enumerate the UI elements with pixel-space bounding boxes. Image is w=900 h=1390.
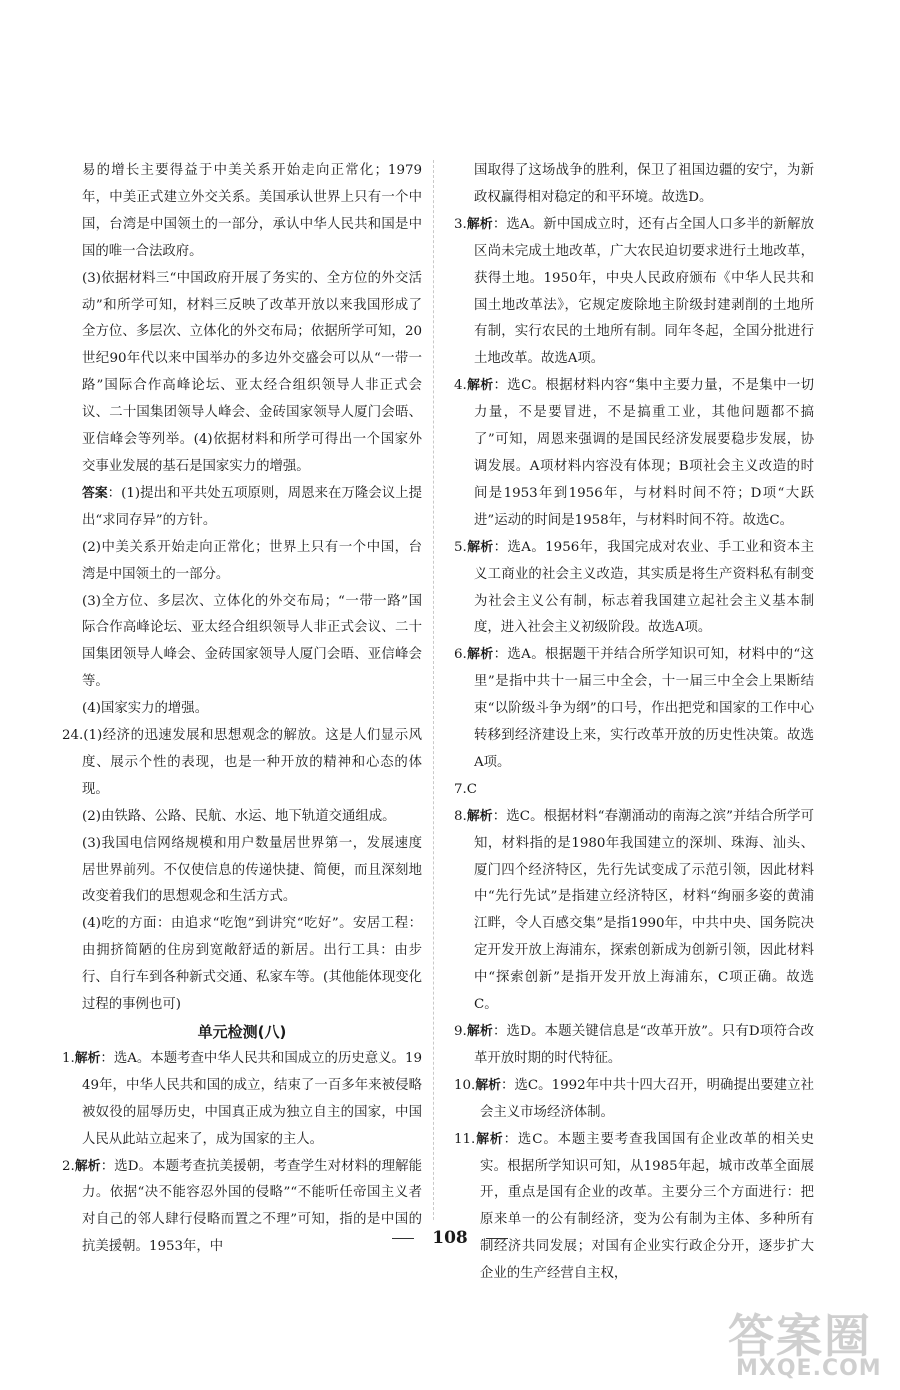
paragraph-text: (3)我国电信网络规模和用户数量居世界第一，发展速度居世界前列。不仅使信息的传递快捷、简便，而且深刻地改变着我们的思想观念和生活方式。 [82,835,422,905]
question-number: 8. [454,808,467,824]
paragraph [454,777,814,804]
keyword-label: 解析 [466,539,494,555]
keyword-label: 解析 [466,378,494,394]
paragraph [454,1127,814,1288]
page-footer [0,1228,900,1248]
keyword-label: 答案 [82,485,108,501]
question-number: 10. [454,1077,476,1093]
question-number: 4. [454,378,467,394]
paragraph [62,589,422,697]
paragraph [62,696,422,723]
keyword-label: 解析 [475,1131,504,1147]
paragraph [454,212,814,373]
paragraph [62,481,422,535]
paragraph [454,804,814,1019]
question-number: 6. [454,647,467,663]
paragraph [62,535,422,589]
paragraph-text: ：选C。根据材料“春潮涌动的南海之滨”并结合所学可知，材料指的是1980年我国建立的深圳、珠海、汕头、厦门四个经济特区，先行先试变成了示范引领，因此材料中“先行先试”是指建立经济特区，材料“绚丽多姿的黄浦江畔，令人百感交集”是指1990年，中共中央、国务院决定开发开放上海浦东，探索创新成为创新引领，因此材料中“探索创新”是指开发开放上海浦东，C项正确。故选C。 [474,808,814,1013]
keyword-label: 解析 [466,1024,493,1039]
paragraph-text: ：选C。本题主要考查我国国有企业改革的相关史实。根据所学知识可知，从1985年起，城市改革全面展开，重点是国有企业的改革。主要分三个方面进行：把原来单一的公有制经济，变为公有制为主体、多种所有制经济共同发展；对国有企业实行政企分开，逐步扩大企业的生产经营自主权， [480,1131,815,1282]
paragraph [62,804,422,831]
question-number: 2. [62,1158,75,1174]
paragraph [454,535,814,643]
keyword-label: 解析 [466,216,493,232]
question-number: 1. [62,1050,75,1066]
paragraph-text: (4)吃的方面：由追求“吃饱”到讲究“吃好”。安居工程：由拥挤简陋的住房到宽敞舒适的新居。出行工具：由步行、自行车到各种新式交通、私家车等。(其他能体现变化过程的事例也可) [82,916,422,1013]
question-number: 11. [454,1131,476,1147]
section-title: 单元检测(八) [197,1023,287,1041]
paragraph [62,266,422,481]
watermark-logo [728,1300,892,1384]
paragraph [454,1073,814,1127]
question-number: 3. [454,216,467,232]
paragraph [454,1019,814,1073]
left-column [62,158,422,1261]
paragraph-text: (2)中美关系开始走向正常化；世界上只有一个中国，台湾是中国领土的一部分。 [82,539,422,582]
right-column [454,158,814,1288]
paragraph-text: ：选A。本题考查中华人民共和国成立的历史意义。1949年，中华人民共和国的成立，结束了一百多年来被侵略被奴役的屈辱历史，中国真正成为独立自主的国家，中国人民从此站立起来了，成为国家的主人。 [82,1050,422,1147]
paragraph [62,911,422,1019]
paragraph [62,831,422,912]
paragraph-text: ：选D。本题考查抗美援朝，考查学生对材料的理解能力。依据“决不能容忍外国的侵略”“不能听任帝国主义者对自己的邻人肆行侵略而置之不理”可知，指的是中国的抗美援朝。1953年，中 [82,1158,423,1255]
paragraph-text: 易的增长主要得益于中美关系开始走向正常化；1979年，中美正式建立外交关系。美国承认世界上只有一个中国，台湾是中国领土的一部分，承认中华人民共和国是中国的唯一合法政府。 [82,163,422,259]
paragraph [454,158,814,212]
keyword-label: 解析 [74,1050,101,1066]
paragraph-text: ：选A。新中国成立时，还有占全国人口多半的新解放区尚未完成土地改革，广大农民迫切要求进行土地改革，获得土地。1950年，中央人民政府颁布《中华人民共和国土地改革法》，它规定废除地主阶级封建剥削的土地所有制，实行农民的土地所有制。同年冬起，全国分批进行土地改革。故选A项。 [474,216,815,367]
paragraph-text: ：选A。1956年，我国完成对农业、手工业和资本主义工商业的社会主义改造，其实质是将生产资料私有制变为社会主义公有制，标志着我国建立起社会主义基本制度，进入社会主义初级阶段。故选A项。 [474,539,815,636]
footer-dash-right [486,1238,508,1239]
keyword-label: 解析 [74,1158,101,1174]
paragraph-text: ：选D。本题关键信息是“改革开放”。只有D项符合改革开放时期的时代特征。 [474,1024,815,1066]
paragraph [62,158,422,266]
footer-dash-left [392,1238,414,1239]
paragraph-text: (2)由铁路、公路、民航、水运、地下轨道交通组成。 [82,808,396,824]
question-number: 5. [454,539,467,555]
keyword-label: 解析 [466,808,493,824]
paragraph-text: 国取得了这场战争的胜利，保卫了祖国边疆的安宁，为新政权赢得相对稳定的和平环境。故选D。 [474,163,814,205]
paragraph [454,642,814,777]
question-number: 7.C [454,781,478,797]
watermark-text: 答案圈 [728,1309,872,1363]
paragraph-text: (4)国家实力的增强。 [82,701,209,717]
paragraph-text: (3)全方位、多层次、立体化的外交布局；“一带一路”国际合作高峰论坛、亚太经合组织领导人非正式会议、二十国集团领导人峰会、金砖国家领导人厦门会晤、亚信峰会等。 [82,593,422,690]
paragraph-text: 24.(1)经济的迅速发展和思想观念的解放。这是人们显示风度、展示个性的表现，也是一种开放的精神和心态的体现。 [62,728,422,797]
watermark-url: MXQE.COM [736,1356,882,1381]
column-divider [433,160,434,1220]
paragraph-text: (3)依据材料三“中国政府开展了务实的、全方位的外交活动”和所学可知，材料三反映了改革开放以来我国形成了全方位、多层次、立体化的外交布局；依据所学可知，20世纪90年代以来中国举办的多边外交盛会可以从“一带一路”国际合作高峰论坛、亚太经合组织领导人非正式会议、二十国集团领导人峰会、金砖国家领导人厦门会晤、亚信峰会等列举。(4)依据材料和所学可得出一个国家外交事业发展的基石是国家实力的增强。 [82,270,422,474]
keyword-label: 解析 [475,1077,502,1093]
question-number: 9. [454,1024,467,1039]
keyword-label: 解析 [466,647,494,663]
paragraph [62,723,422,804]
paragraph-text: ：选C。根据材料内容“集中主要力量，不是集中一切力量，不是要冒进，不是搞重工业，其他问题都不搞了”可知，周恩来强调的是国民经济发展要稳步发展，协调发展。A项材料内容没有体现；B项社会主义改造的时间是1953年到1956年，与材料时间不符；D项“大跃进”运动的时间是1958年，与材料时间不符。故选C。 [474,378,815,528]
paragraph [62,1046,422,1154]
paragraph [454,373,814,534]
paragraph-text: ：选C。1992年中共十四大召开，明确提出要建立社会主义市场经济体制。 [480,1077,814,1120]
paragraph-text: ：(1)提出和平共处五项原则，周恩来在万隆会议上提出“求同存异”的方针。 [82,485,423,528]
paragraph-text: ：选A。根据题干并结合所学知识可知，材料中的“这里”是指中共十一届三中全会，十一届三中全会上果断结束“以阶级斗争为纲”的口号，作出把党和国家的工作中心转移到经济建设上来，实行改革开放的历史性决策。故选A项。 [474,647,815,770]
page-number: 108 [432,1228,468,1248]
